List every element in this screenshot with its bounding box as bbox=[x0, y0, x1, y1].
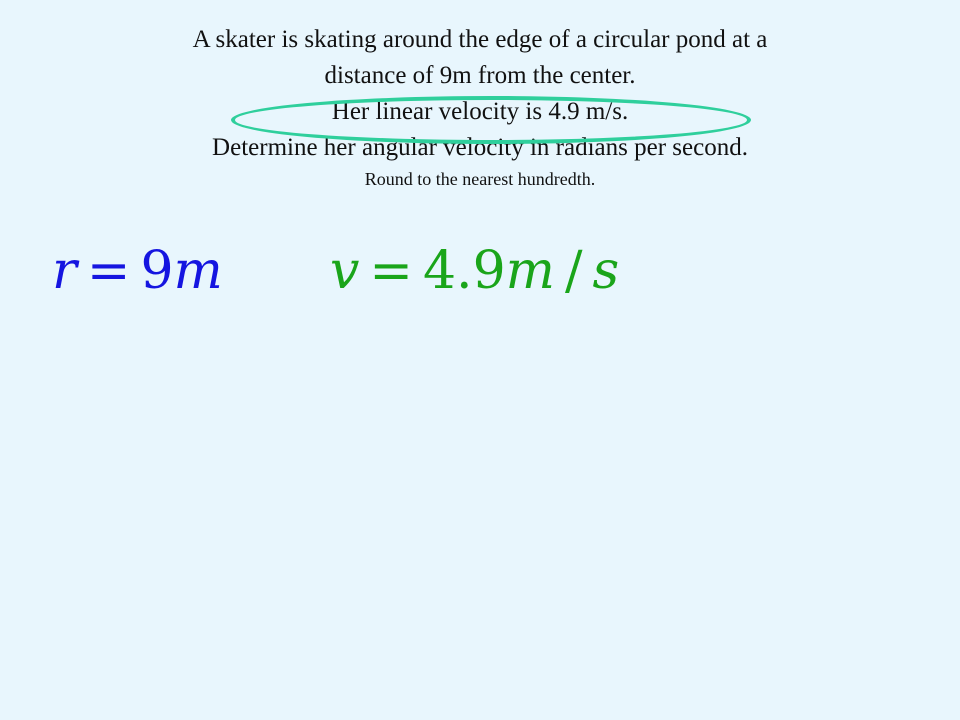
highlight-ellipse bbox=[231, 96, 751, 144]
velocity-unit-time: s bbox=[592, 241, 620, 301]
problem-line-2: distance of 9m from the center. bbox=[324, 62, 636, 89]
velocity-equals: = bbox=[369, 241, 413, 301]
radius-equation bbox=[52, 236, 223, 306]
velocity-unit: m bbox=[505, 241, 555, 301]
problem-line-5: Round to the nearest hundredth. bbox=[364, 169, 596, 189]
velocity-slash: / bbox=[564, 241, 583, 301]
velocity-variable: v bbox=[330, 241, 360, 301]
problem-line-3: Her linear velocity is 4.9 m/s. bbox=[331, 98, 629, 125]
problem-line-4: Determine her angular velocity in radians per second. bbox=[212, 134, 748, 161]
radius-unit: m bbox=[173, 241, 223, 301]
radius-variable: r bbox=[52, 241, 77, 301]
radius-value: 9 bbox=[140, 241, 174, 301]
velocity-equation bbox=[330, 236, 619, 306]
problem-line-1: A skater is skating around the edge of a circular pond at a bbox=[192, 26, 768, 53]
radius-equals: = bbox=[86, 241, 131, 301]
velocity-value: 4.9 bbox=[422, 241, 506, 301]
